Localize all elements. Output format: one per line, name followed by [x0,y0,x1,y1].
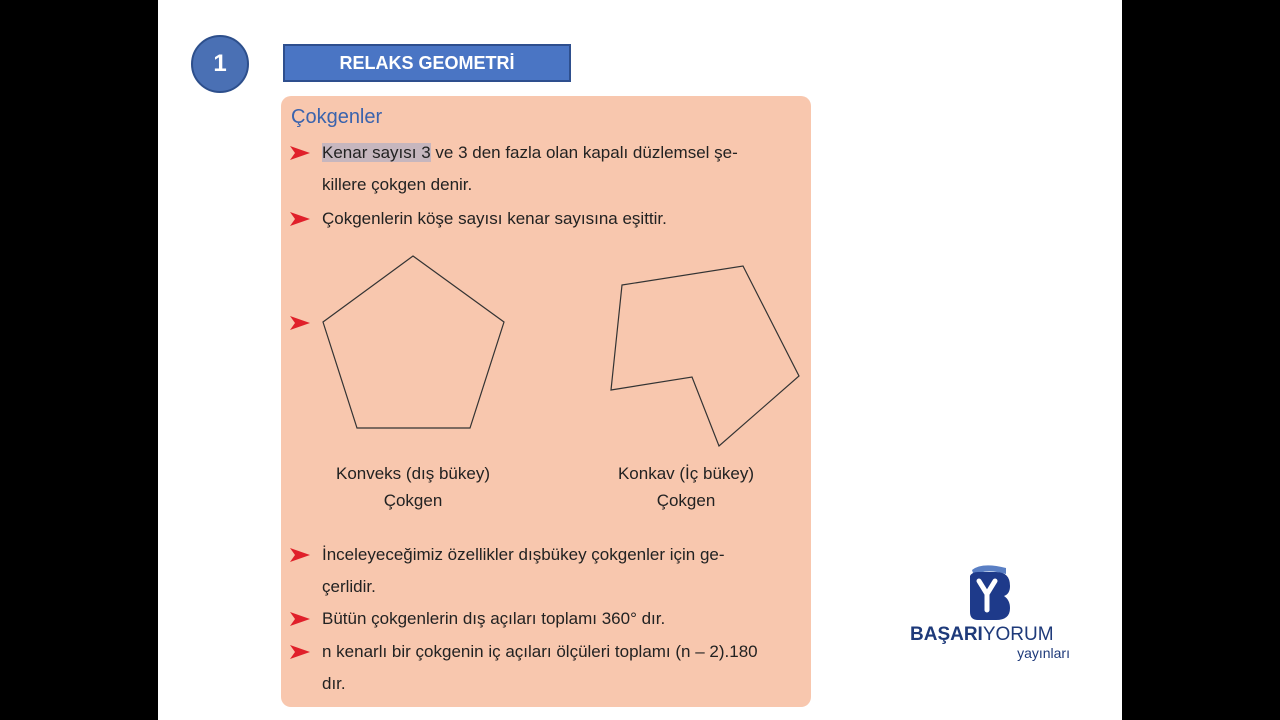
convex-caption: Konveks (dış bükey) Çokgen [335,464,490,510]
card-heading: Çokgenler [291,106,383,128]
convex-pentagon-shape [323,256,504,428]
content-card [281,96,811,707]
concave-polygon-shape [611,266,799,446]
book-y-icon [966,562,1012,622]
slide-title: RELAKS GEOMETRİ [283,44,571,82]
bullet-arrow-icon [290,645,310,659]
bullet-text-5: Bütün çokgenlerin dış açıları toplamı 360° dır. [322,609,666,628]
bullet-1-cont: killere çokgen denir. [322,175,473,194]
logo-subtitle: yayınları [1017,645,1070,661]
bullet-arrow-icon [290,612,310,626]
bullet-1-highlight: Kenar sayısı 3 [322,143,431,162]
bullet-text-4: İnceleyeceğimiz özellikler dışbükey çokgenler için ge- çerlidir. [322,545,725,596]
concave-caption: Konkav (İç bükey) Çokgen [617,464,755,510]
bullet-text-6: n kenarlı bir çokgenin iç açıları ölçüleri toplamı (n – 2).180 dır. [322,642,758,693]
bullet-1-text: ve 3 den fazla olan kapalı düzlemsel şe- [430,143,738,162]
bullet-arrow-icon [290,548,310,562]
logo-wordmark: BAŞARIYORUM [910,624,1054,645]
polygon-figures [281,96,811,496]
bullet-text-2: Çokgenlerin köşe sayısı kenar sayısına eşittir. [322,209,667,228]
slide-number-badge: 1 [191,35,249,93]
slide [158,0,1122,720]
publisher-logo [910,562,1070,662]
